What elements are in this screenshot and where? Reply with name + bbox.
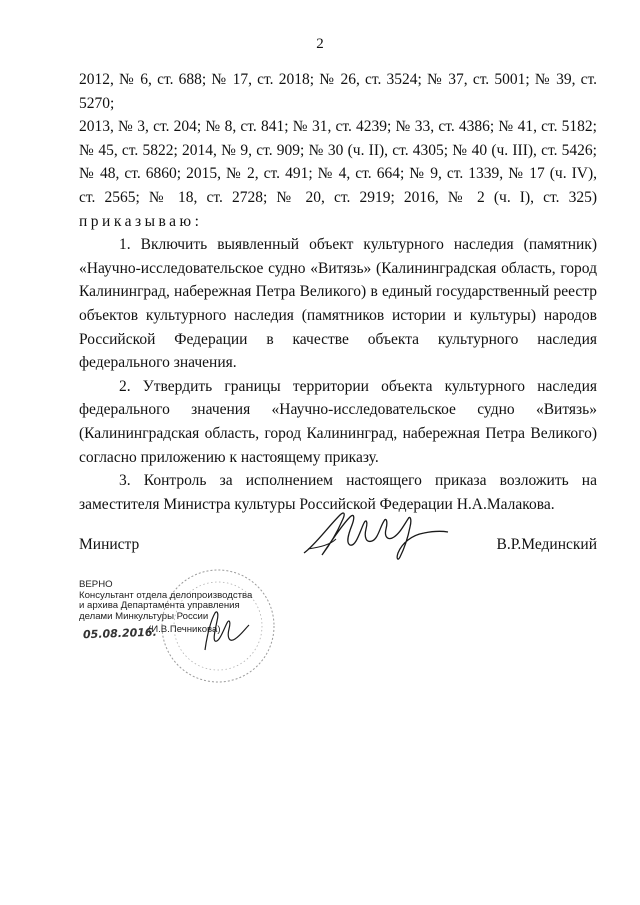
- citation-line: № 45, ст. 5822; 2014, № 9, ст. 909; № 30 (ч. II), ст. 4305; № 40 (ч. III), ст. 5426;: [79, 141, 597, 159]
- order-word: приказываю:: [79, 212, 203, 230]
- minister-signature: [300, 505, 450, 565]
- signatory-name: В.Р.Мединский: [496, 536, 597, 553]
- certification-line: Консультант отдела делопроизводства: [79, 589, 253, 601]
- paragraph-3: 3. Контроль за исполнением настоящего приказа возложить на заместителя Министра культуры Российской Федерации Н.А.Малакова.: [79, 472, 597, 513]
- citation-line: 2013, № 3, ст. 204; № 8, ст. 841; № 31, ст. 4239; № 33, ст. 4386; № 41, ст. 5182;: [79, 118, 597, 136]
- citation-line: 2012, № 6, ст. 688; № 17, ст. 2018; № 26, ст. 3524; № 37, ст. 5001; № 39, ст. 5270;: [79, 71, 597, 112]
- page-number: 2: [316, 36, 324, 52]
- citation-line: ст. 2565; № 18, ст. 2728; № 20, ст. 2919; 2016, № 2 (ч. I), ст. 325): [79, 188, 597, 206]
- document-body: [79, 68, 597, 516]
- certification-line: делами Минкультуры России: [79, 610, 209, 622]
- paragraph-2: 2. Утвердить границы территории объекта культурного наследия федерального значения «Научно-исследовательское судно «Витязь» (Калининградская область, город Калининград, набережная Петра Великого) согласно приложению к настоящему приказу.: [79, 377, 597, 466]
- certification-name: (И.В.Печникова): [148, 624, 221, 635]
- certification-date: 05.08.2016.: [82, 625, 157, 642]
- paragraph-1: 1. Включить выявленный объект культурного наследия (памятник) «Научно-исследовательское судно «Витязь» (Калининградская область, город Калининград, набережная Петра Великого) в единый государственный реестр объектов культурного наследия (памятников истории и культуры) народов Российской Федерации в качестве объекта культурного наследия федерального значения.: [79, 236, 597, 372]
- certification-signature: [185, 605, 255, 655]
- citation-line: № 48, ст. 6860; 2015, № 2, ст. 491; № 4, ст. 664; № 9, ст. 1339, № 17 (ч. IV),: [79, 165, 597, 183]
- signatory-title: Министр: [79, 536, 140, 553]
- certification-line: и архива Департамента управления: [79, 600, 240, 611]
- certification-label: ВЕРНО: [79, 579, 113, 590]
